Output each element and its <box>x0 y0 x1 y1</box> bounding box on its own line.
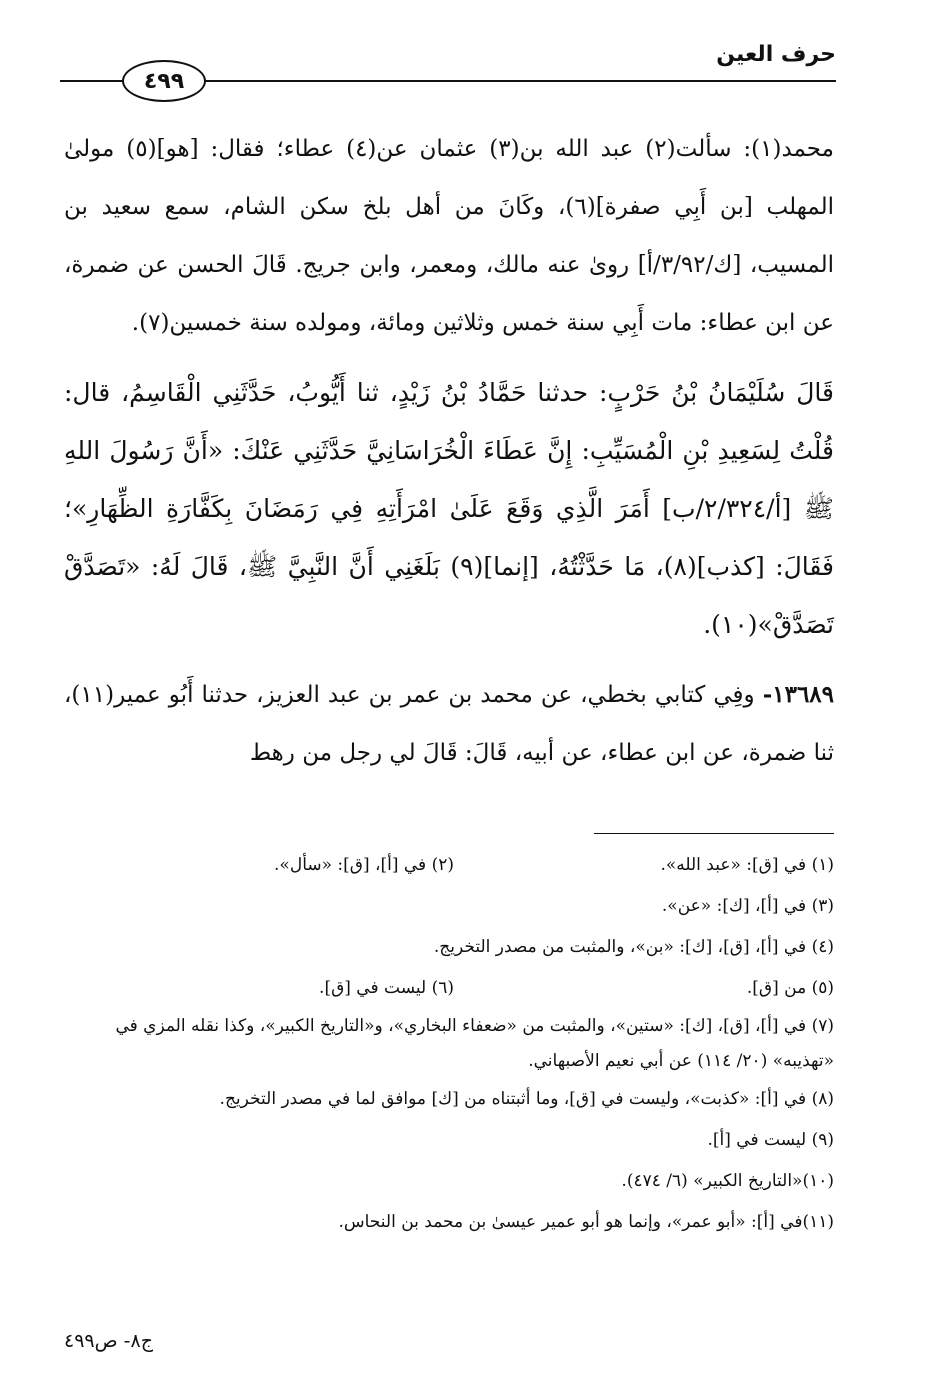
footnotes <box>64 845 834 1243</box>
footnote-3: (٣) في [أ]، [ك]: «عن». <box>661 896 834 916</box>
page-header <box>60 40 836 100</box>
paragraph-3 <box>64 666 834 782</box>
paragraph-3-text: وفِي كتابي بخطي، عن محمد بن عمر بن عبد العزيز، حدثنا أَبُو عمير(١١)، ثنا ضمرة، عن ابن عطاء، عن أبيه، قَالَ: قَالَ لي رجل من رهط <box>64 682 834 766</box>
footnote-7: (٧) في [أ]، [ق]، [ك]: «ستين»، والمثبت من «ضعفاء البخاري»، و«التاريخ الكبير»، وكذا نقله المزي في «تهذيبه» (٢٠/ ١١٤) عن أبي نعيم الأصبهاني. <box>115 1016 834 1071</box>
footnote-2: (٢) في [أ]، [ق]: «سأل». <box>274 855 454 875</box>
footnote-11: (١١)في [أ]: «أبو عمر»، وإنما هو أبو عمير عيسىٰ بن محمد بن النحاس. <box>338 1212 834 1232</box>
footnote-row <box>64 968 834 1009</box>
footnote-9: (٩) ليست في [أ]. <box>707 1130 834 1150</box>
page-footer-reference: ج٨- ص٤٩٩ <box>64 1330 153 1352</box>
footnote-row <box>64 845 834 886</box>
footnote-4: (٤) في [أ]، [ق]، [ك]: «بن»، والمثبت من مصدر التخريج. <box>433 937 834 957</box>
footnote-6: (٦) ليست في [ق]. <box>319 978 454 998</box>
main-text <box>64 120 834 782</box>
footnote-5: (٥) من [ق]. <box>746 978 834 998</box>
paragraph-2-hadith: قَالَ سُلَيْمَانُ بْنُ حَرْبٍ: حدثنا حَمَّادُ بْنُ زَيْدٍ، ثنا أَيُّوبُ، حَدَّثَنِي الْقَاسِمُ، قال: قُلْتُ لِسَعِيدِ بْنِ الْمُسَيِّبِ: إِنَّ عَطَاءَ الْخُرَاسَانِيَّ حَدَّثَنِي عَنْكَ: «أَنَّ رَسُولَ اللهِ ﷺ [أ/٢/٣٢٤/ب] أَمَرَ الَّذِي وَقَعَ عَلَىٰ امْرَأَتِهِ فِي رَمَضَانَ بِكَفَّارَةِ الظِّهَارِ»؛ فَقَالَ: [كذب](٨)، مَا حَدَّثْتُهُ، [إنما](٩) بَلَغَنِي أَنَّ النَّبِيَّ ﷺ، قَالَ لَهُ: «تَصَدَّقْ تَصَدَّقْ»(١٠). <box>64 378 834 639</box>
footnote-1: (١) في [ق]: «عبد الله». <box>660 855 834 875</box>
footnote-divider <box>594 833 834 834</box>
footnote-10: (١٠)«التاريخ الكبير» (٦/ ٤٧٤). <box>621 1171 834 1191</box>
entry-number: ١٣٦٨٩- <box>762 681 835 708</box>
page-number-badge: ٤٩٩ <box>122 60 206 102</box>
chapter-title: حرف العين <box>716 42 836 67</box>
paragraph-1: محمد(١): سألت(٢) عبد الله بن(٣) عثمان عن(٤) عطاء؛ فقال: [هو](٥) مولىٰ المهلب [بن أَبِي صفرة](٦)، وكَانَ من أهل بلخ سكن الشام، سمع سعيد بن المسيب، [ك/٣/٩٢/أ] روىٰ عنه مالك، ومعمر، وابن جريج. قَالَ الحسن عن ضمرة، عن ابن عطاء: مات أَبِي سنة خمس وثلاثين ومائة، ومولده سنة خمسين(٧). <box>64 136 834 336</box>
footnote-8: (٨) في [أ]: «كذبت»، وليست في [ق]، وما أثبتناه من [ك] موافق لما في مصدر التخريج. <box>219 1089 834 1109</box>
